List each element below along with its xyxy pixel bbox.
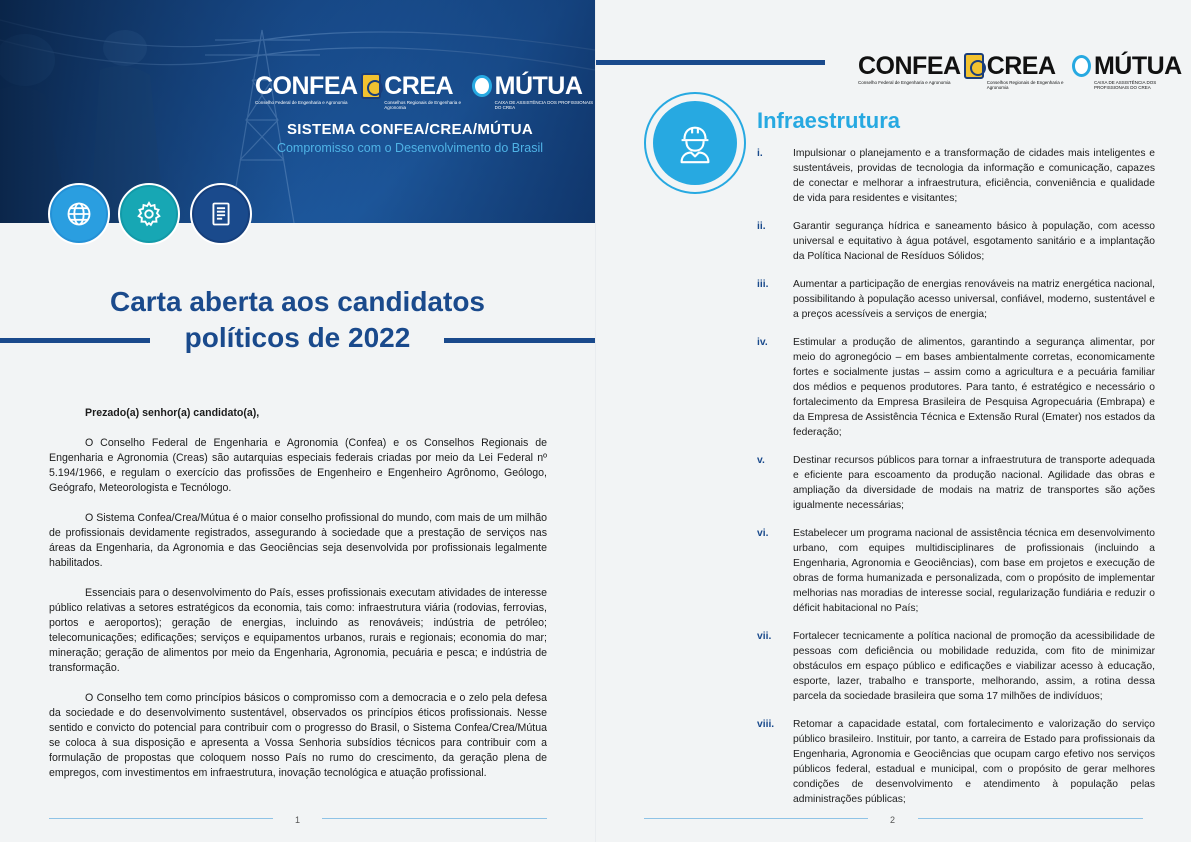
system-title: SISTEMA CONFEA/CREA/MÚTUA [286,121,534,138]
list-item-number: vii. [757,631,772,642]
letter-paragraph: Essenciais para o desenvolvimento do País, esses profissionais executam atividades de interesse público relativas a setores estratégicos da economia, tais como: infraestrutura viária (rodovias, ferrovias, portos e aeroportos); geração de energias, incluindo as renováveis; indústria de petróleo; telecomunicações; edificações; serviços e equipamentos urbanos, rurais e regionais; economia do mar; mineração; geração de alimentos por meio da Engenharia, Agronomia, pecuária e pesca; e indústria de transformação. [49,587,547,674]
page-number: 1 [295,815,301,825]
list-item [757,219,1155,264]
list-item-text: Aumentar a participação de energias renováveis na matriz energética nacional, possibilitando à população acesso universal, confiável, moderno, sustentável e a preços acessíveis a serviços de energia; [793,279,1155,320]
crea-logo-subtitle: Conselhos Regionais de Engenharia e Agronomia [986,80,1064,90]
engineer-helmet-icon [672,120,718,166]
brand-logos [255,73,595,110]
footer-rule-right [918,818,1143,819]
brand-logos [858,53,1191,90]
heading-rule-right [444,338,595,343]
gear-icon-circle [118,183,180,245]
header-rule [596,60,825,65]
section-icon-circle [644,92,746,194]
list-item [757,717,1155,807]
section-title: Infraestrutura [757,108,901,133]
list-item-text: Fortalecer tecnicamente a política nacional de promoção da acessibilidade de pessoas com deficiência ou mobilidade reduzida, com fito de minimizar obstáculos em espaço público e edificações e viabilizar acesso à educação, esporte, lazer, trabalho e transporte, melhorando, assim, a rotina dessa parcela da sociedade brasileira que soma 17 milhões de indivíduos; [793,631,1155,702]
crea-seal-icon [964,53,984,79]
mutua-logo: MÚTUA [1093,52,1182,80]
page-number: 2 [890,815,896,825]
letter-heading-line-2: políticos de 2022 [184,322,411,353]
list-item [757,146,1155,206]
list-item-text: Destinar recursos públicos para tornar a infraestrutura de transporte adequada e eficiente para escoamento da produção nacional. Agilidade das obras e ampliação da diversidade de modais na matriz de transportes são ações igualmente necessárias; [793,455,1155,511]
list-item-text: Estabelecer um programa nacional de assistência técnica em desenvolvimento urbano, com equipes multidisciplinares de profissionais (incluindo a Engenharia, Agronomia e Geociências), com base em projetos e execução de obras de forma humanizada e personalizada, com o propósito de implementar melhorias nas moradias de interesse social, regularização fundiária e reduzir o déficit habitacional no País; [793,528,1155,614]
list-item [757,629,1155,704]
document-icon [207,200,235,228]
confea-logo-subtitle: Conselho Federal de Engenharia e Agronomia [858,80,951,85]
right-page [596,0,1191,842]
letter-paragraph: O Conselho Federal de Engenharia e Agronomia (Confea) e os Conselhos Regionais de Engenharia e Agronomia (Creas) são autarquias especiais federais criadas por meio da Lei Federal nº 5.194/1966, e regulam o exercício das profissões de Engenheiro e Engenheiro Agrônomo, Geólogo, Geógrafo, Meteorologista e Tecnólogo. [49,437,547,494]
list-item [757,453,1155,513]
left-page [0,0,595,842]
globe-icon [65,200,93,228]
mutua-logo: MÚTUA [494,72,583,100]
mutua-mark-icon [472,75,491,97]
crea-seal-icon [361,73,382,99]
confea-logo: CONFEA [858,52,961,80]
gear-icon [135,200,163,228]
list-item-number: ii. [757,221,766,232]
footer-rule-left [49,818,273,819]
letter-heading [60,284,535,356]
footer-rule-left [644,818,868,819]
crea-logo-subtitle: Conselhos Regionais de Engenharia e Agronomia [384,100,462,110]
list-item-text: Impulsionar o planejamento e a transformação de cidades mais inteligentes e sustentáveis, providas de tecnologia da informação e comunicação, capazes de conectar e melhorar a infraestrutura, eficiência, conveniência e qualidade de vida para residentes e visitantes; [793,148,1155,204]
confea-logo: CONFEA [255,72,358,100]
list-item-number: viii. [757,719,775,730]
confea-logo-subtitle: Conselho Federal de Engenharia e Agronomia [255,100,348,105]
list-item-number: iv. [757,337,768,348]
letter-body [49,406,547,796]
list-item-number: v. [757,455,765,466]
list-item [757,277,1155,322]
heading-rule-left [0,338,150,343]
proposal-list [757,146,1155,820]
letter-greeting: Prezado(a) senhor(a) candidato(a), [85,407,260,419]
letter-paragraph: O Sistema Confea/Crea/Mútua é o maior conselho profissional do mundo, com mais de um milhão de profissionais devidamente registrados, assegurando à sociedade que a prestação de serviços nas áreas da Engenharia, da Agronomia e das Geociências seja desenvolvida por profissionais legalmente habilitados. [49,512,547,569]
letter-paragraph: O Conselho tem como princípios básicos o compromisso com a democracia e o zelo pela defesa da sociedade e do desenvolvimento sustentável, observados os princípios éticos profissionais. Nesse sentido e convicto do potencial para contribuir com o progresso do Brasil, o Sistema Confea/Crea/Mútua se coloca à sua disposição e apresenta a Vossa Senhoria subsídios técnicos para contribuir com a formulação de propostas que coloquem nosso País no rumo do crescimento, da geração plena de empregos, com investimentos em infraestrutura, inovação tecnológica e atuação profissional. [49,692,547,779]
crea-logo: CREA [986,52,1056,80]
footer-rule-right [322,818,547,819]
system-subtitle: Compromisso com o Desenvolvimento do Brasil [276,141,544,155]
list-item [757,526,1155,616]
list-item-number: i. [757,148,763,159]
mutua-mark-icon [1072,55,1091,77]
mutua-logo-subtitle: CAIXA DE ASSISTÊNCIA DOS PROFISSIONAIS DO CREA [494,100,594,110]
mutua-logo-subtitle: CAIXA DE ASSISTÊNCIA DOS PROFISSIONAIS DO CREA [1093,80,1157,90]
list-item-text: Estimular a produção de alimentos, garantindo a segurança alimentar, por meio do agronegócio – em bases ambientalmente corretas, economicamente fortes e socialmente justas – assim como a agricultura e a pecuária familiar dos médios e pequenos produtores. Para tanto, é estratégico e necessário o fortalecimento da Empresa Brasileira de Pesquisa Agropecuária (Embrapa) e da Empresa de Assistência Técnica e Extensão Rural (Emater) nos estados da federação; [793,337,1155,438]
list-item-number: vi. [757,528,769,539]
list-item-text: Retomar a capacidade estatal, com fortalecimento e valorização do serviço público brasileiro. Instituir, por tanto, a carreira de Estado para profissionais da Engenharia, Agronomia e Geociências que ocupam cargo efetivo nos serviços públicos federal, estadual e municipal, com o propósito de gerar melhores condições de desenvolvimento e atendimento à população pelas administrações públicas; [793,719,1155,805]
globe-icon-circle [48,183,110,245]
document-icon-circle [190,183,252,245]
letter-heading-line-1: Carta aberta aos candidatos [109,286,486,317]
list-item-text: Garantir segurança hídrica e saneamento básico à população, com acesso universal e equitativo à água potável, esgotamento sanitário e a implantação da Política Nacional de Resíduos Sólidos; [793,221,1155,262]
list-item-number: iii. [757,279,769,290]
crea-logo: CREA [384,72,454,100]
list-item [757,335,1155,440]
